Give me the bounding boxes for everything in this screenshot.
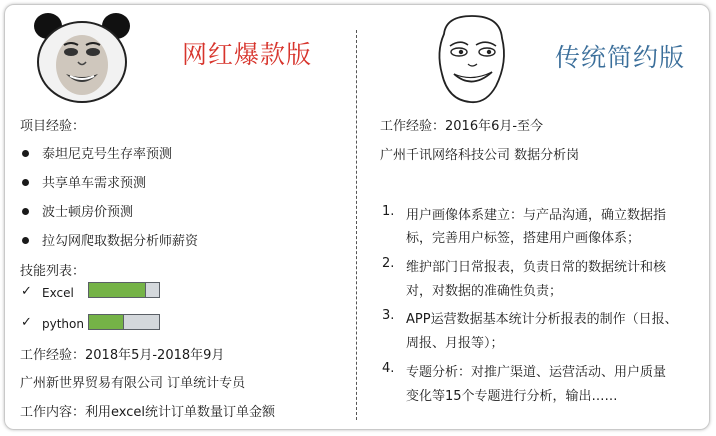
bullet-icon (22, 237, 29, 244)
skill-level-bar (88, 314, 160, 330)
skill-name: python (42, 317, 84, 331)
checkmark-icon: ✓ (21, 315, 32, 330)
project-item: 共享单车需求预测 (42, 176, 147, 191)
bullet-icon (22, 208, 29, 215)
item-line: 标，完善用户标签，搭建用户画像体系； (406, 231, 641, 246)
dashed-divider (356, 30, 357, 420)
skill-level-fill (89, 315, 124, 329)
checkmark-icon: ✓ (21, 284, 32, 299)
item-line: 对，对数据的准确性负责； (406, 284, 563, 299)
left-company: 广州新世界贸易有限公司 订单统计专员 (20, 376, 246, 391)
item-number: 4. (382, 361, 395, 376)
rage-comic-face-icon (432, 12, 512, 107)
item-line: 周报、月报等）； (406, 336, 504, 351)
left-work-content: 工作内容：利用excel统计订单数量订单金额 (20, 405, 275, 420)
project-heading: 项目经验： (20, 119, 86, 134)
item-number: 1. (382, 204, 395, 219)
right-company: 广州千讯网络科技公司 数据分析岗 (380, 148, 580, 163)
project-item: 拉勾网爬取数据分析师薪资 (42, 234, 199, 249)
item-number: 2. (382, 256, 395, 271)
right-title: 传统简约版 (555, 43, 686, 72)
item-line: 用户画像体系建立：与产品沟通，确立数据指 (406, 208, 667, 223)
item-line: APP运营数据基本统计分析报表的制作（日报、 (406, 312, 678, 327)
item-line: 变化等15个专题进行分析，输出…… (406, 389, 618, 404)
bullet-icon (22, 179, 29, 186)
project-item: 波士顿房价预测 (42, 205, 134, 220)
item-line: 维护部门日常报表，负责日常的数据统计和核 (406, 260, 667, 275)
skill-level-bar (88, 282, 160, 298)
project-item: 泰坦尼克号生存率预测 (42, 147, 173, 162)
bullet-icon (22, 150, 29, 157)
skill-name: Excel (42, 286, 74, 300)
item-line: 专题分析：对推广渠道、运营活动、用户质量 (406, 365, 667, 380)
left-title: 网红爆款版 (182, 40, 313, 69)
item-number: 3. (382, 308, 395, 323)
right-work-period: 工作经验：2016年6月-至今 (380, 119, 544, 134)
skill-level-fill (89, 283, 146, 297)
panda-meme-face-icon (32, 10, 132, 105)
skills-heading: 技能列表： (20, 264, 86, 279)
left-work-period: 工作经验：2018年5月-2018年9月 (20, 348, 225, 363)
